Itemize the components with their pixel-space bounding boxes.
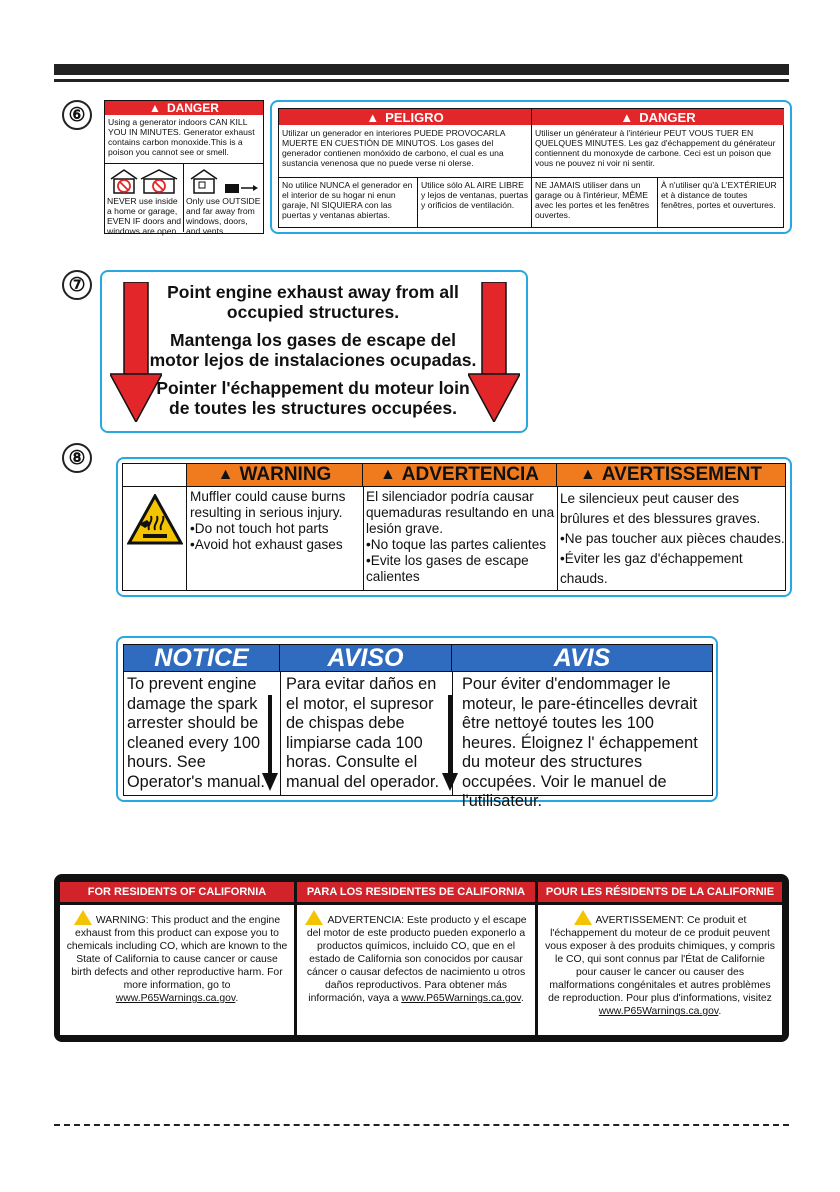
warning-triangle-icon: ▲	[366, 109, 380, 125]
warning-triangle-icon: ▲	[217, 466, 234, 483]
label-number-6: ⑥	[62, 100, 92, 130]
california-header-es: PARA LOS RESIDENTES DE CALIFORNIA	[297, 882, 535, 902]
peligro-never-text: No utilice NUNCA el generador en el interior de su hogar ni enun garaje, NI SIQUIERA con las puertas y ventanas abiertas.	[282, 180, 413, 220]
exhaust-text-en: Point engine exhaust away from all occupied structures.	[167, 282, 459, 322]
exhaust-text-fr: Pointer l'échappement du moteur loin de toutes les structures occupées.	[156, 378, 470, 418]
peligro-header: ▲ PELIGRO	[279, 109, 531, 125]
aviso-text-es: Para evitar daños en el motor, el supresor de chispas debe limpiarse cada 100 horas. Consulte el manual del operador.	[286, 675, 439, 791]
exhaust-text-es: Mantenga los gases de escape del motor lejos de instalaciones ocupadas.	[149, 330, 477, 370]
caution-triangle-icon	[74, 910, 92, 925]
danger-text: Using a generator indoors CAN KILL YOU IN MINUTES. Generator exhaust contains carbon monoxide.This is a poison you cannot see or smell.	[108, 117, 255, 157]
footer-dashed-line	[54, 1124, 789, 1126]
header-bar-thick	[54, 64, 789, 75]
california-body-fr: AVERTISSEMENT: Ce produit et l'échappement du moteur de ce produit peuvent vous exposer à des produits chimiques, y compris le CO, qui sont connus par l'État de Californie pour causer le cancer ou causer des malformations congénitales et autres problèmes de reproduction. Pour plus d'informations, visitez www.P65Warnings.ca.gov.	[538, 905, 782, 1035]
notice-text-en: To prevent engine damage the spark arrester should be cleaned every 100 hours. See Operator's manual.	[127, 675, 265, 791]
p65-link-en[interactable]: www.P65Warnings.ca.gov	[115, 993, 236, 1004]
header-bar-thin	[54, 79, 789, 82]
danger-fr-never-text: NE JAMAIS utiliser dans un garage ou à l'intérieur, MÊME avec les portes et les fenêtres ouvertes.	[535, 180, 650, 220]
hot-surface-icon	[127, 494, 183, 546]
danger-header-text: DANGER	[166, 101, 219, 115]
danger-pictogram-row	[105, 163, 263, 236]
danger-header	[105, 101, 263, 115]
warning-triangle-icon: ▲	[620, 109, 634, 125]
avis-text-fr: Pour éviter d'endommager le moteur, le pare-étincelles devrait être nettoyé toutes les 100 heures. Éloignez l' échappement du moteur des structures occupées. Voir le manuel de l'utilisateur.	[462, 675, 698, 810]
caution-triangle-icon	[305, 910, 323, 925]
outdoor-generator-icon	[189, 167, 259, 195]
notice-header: NOTICE	[124, 645, 280, 671]
exhaust-direction-label	[100, 270, 528, 433]
label-number-7: ⑦	[62, 270, 92, 300]
hot-surface-pictogram	[123, 464, 187, 590]
caution-triangle-icon	[574, 910, 592, 925]
california-body-en: WARNING: This product and the engine exhaust from this product can expose you to chemicals including CO, which are known to the State of California to cause cancer or cause birth defects and other reproductive harm. For more information, go to www.P65Warnings.ca.gov.	[60, 905, 294, 1035]
aviso-down-arrow-icon	[442, 695, 458, 791]
danger-label-small	[104, 100, 264, 234]
p65-link-es[interactable]: www.P65Warnings.ca.gov	[401, 993, 521, 1004]
california-header-en: FOR RESIDENTS OF CALIFORNIA	[60, 882, 294, 902]
notice-down-arrow-icon	[262, 695, 278, 791]
notice-label-panel	[116, 636, 718, 810]
notice-label	[123, 643, 713, 810]
warning-text-es: El silenciador podría causar quemaduras resultando en una lesión grave. •No toque las partes calientes •Evite los gases de escape calientes	[366, 489, 555, 584]
hot-muffler-label-panel	[116, 457, 792, 597]
danger-label-panel	[270, 100, 792, 234]
avertissement-header: ▲ AVERTISSEMENT	[557, 464, 785, 486]
california-prop65-label	[54, 874, 789, 1042]
avis-header: AVIS	[452, 645, 712, 671]
warning-text-en: Muffler could cause burns resulting in serious injury. •Do not touch hot parts •Avoid hot exhaust gases	[190, 489, 346, 552]
warning-triangle-icon: ▲	[379, 466, 396, 483]
warning-text-fr: Le silencieux peut causer des brûlures et des blessures graves. •Ne pas toucher aux pièces chaudes. •Éviter les gaz d'échappement chauds.	[560, 491, 785, 586]
danger-fr-text: Utiliser un générateur à l'intérieur PEUT VOUS TUER EN QUELQUES MINUTES. Les gaz d'échappement du générateur contiennent du monoxyde de carbone. Ceci est un poison que vous ne pouvez ni voir ni sentir.	[535, 128, 776, 168]
warning-triangle-icon: ▲	[149, 101, 161, 115]
danger-outside-text: Only use OUTSIDE and far away from windows, doors, and vents.	[186, 196, 261, 236]
danger-fr-header: ▲ DANGER	[532, 109, 784, 125]
aviso-header: AVISO	[280, 645, 452, 671]
danger-label-wide	[278, 108, 784, 228]
advertencia-header: ▲ ADVERTENCIA	[363, 464, 557, 486]
warning-triangle-icon: ▲	[580, 466, 596, 483]
label-number-8: ⑧	[62, 443, 92, 473]
warning-header: ▲ WARNING	[187, 464, 363, 486]
danger-fr-outside-text: À n'utiliser qu'à L'EXTÉRIEUR et à distance de toutes fenêtres, portes et ouvertures.	[661, 180, 777, 210]
p65-link-fr[interactable]: www.P65Warnings.ca.gov	[598, 1006, 719, 1017]
california-header-fr: POUR LES RÉSIDENTS DE LA CALIFORNIE	[538, 882, 782, 902]
danger-never-text: NEVER use inside a home or garage, EVEN IF doors and windows are open.	[107, 196, 182, 236]
peligro-text: Utilizar un generador en interiores PUEDE PROVOCARLA MUERTE EN CUESTIÓN DE MINUTOS. Los gases del generador contienen monóxido de carbono, el cual es una sustancia venenosa que no puede verse ni olerse.	[282, 128, 506, 168]
hot-muffler-label	[122, 463, 786, 591]
no-indoor-generator-icon	[109, 167, 181, 195]
california-body-es: ADVERTENCIA: Este producto y el escape del motor de este producto pueden exponerlo a productos químicos, incluido CO, que en el estado de California son conocidos por causar cáncer o causar defectos de nacimiento u otros daños reproductivos. Para obtener más información, vaya a www.P65Warnings.ca.gov.	[297, 905, 535, 1035]
peligro-outside-text: Utilice sólo AL AIRE LIBRE y lejos de ventanas, puertas y orificios de ventilación.	[421, 180, 529, 210]
